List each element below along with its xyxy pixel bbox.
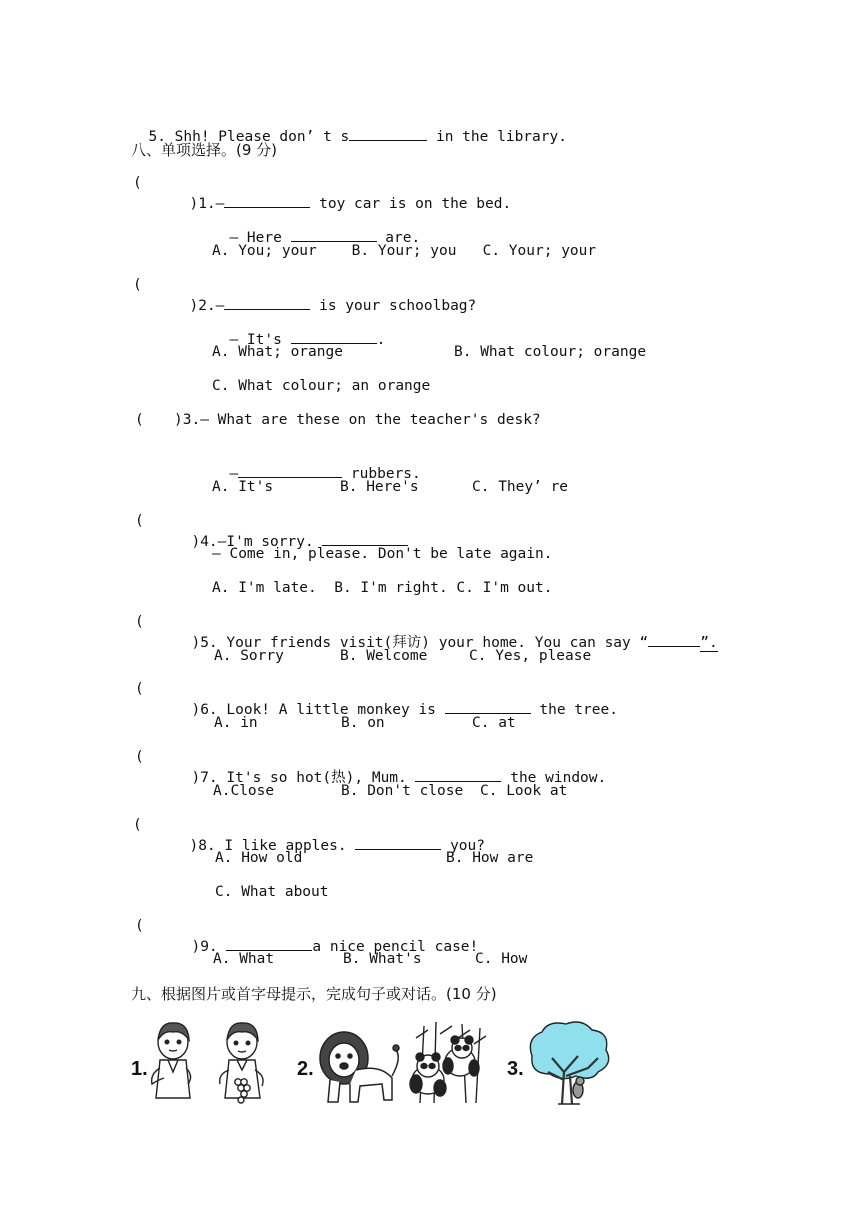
picture-label-2: 2. [297,1058,314,1080]
question-4-options: A. I'm late. B. I'm right. C. I'm out. [212,580,553,596]
question-5-option-b: B. Welcome [340,648,428,664]
question-6-option-a: A. in [214,715,258,731]
question-3-option-c: C. They’ re [472,479,569,495]
question-3-option-a: A. It's [212,479,274,495]
question-9-option-b: B. What's [343,951,422,967]
answer-paren[interactable]: ( [135,412,144,428]
girl-illustration-1 [152,1023,191,1098]
question-7-option-a: A.Close [213,783,275,799]
question-5-option-a: A. Sorry [214,648,284,664]
question-3-option-b: B. Here's [340,479,419,495]
answer-blank[interactable] [238,463,342,478]
answer-blank[interactable] [648,632,700,647]
answer-paren[interactable]: ( [135,614,144,630]
lion-illustration [320,1032,399,1102]
question-9-option-c: C. How [475,951,528,967]
question-8-option-c: C. What about [215,884,329,900]
question-5: )5. Your friends visit(拜访) your home. You can say “ ”. [174,612,718,653]
question-5-option-c: C. Yes, please [469,648,592,664]
pandas-illustration [410,1022,486,1103]
answer-paren[interactable]: ( [133,817,142,833]
question-9-option-a: A. What [213,951,275,967]
question-4-reply: — Come in, please. Don't be late again. [212,546,553,562]
question-8-option-a: A. How old [215,850,303,866]
question-2-option-c: C. What colour; an orange [212,378,431,394]
answer-blank[interactable] [415,767,501,782]
picture-prompts [0,1018,860,1118]
answer-blank[interactable] [291,227,377,242]
answer-paren[interactable]: ( [135,513,144,529]
girl-with-grapes-illustration [220,1023,263,1103]
question-2-reply: — It's . [212,309,385,350]
answer-paren[interactable]: ( [133,277,142,293]
question-2-option-a: A. What; orange [212,344,343,360]
answer-blank[interactable] [224,295,310,310]
question-3: )3.— What are these on the teacher's desk? [174,412,541,428]
answer-paren[interactable]: ( [135,749,144,765]
question-1-reply: — Here are. [212,207,420,248]
question-3-reply: — rubbers. [212,443,421,484]
picture-label-3: 3. [507,1058,524,1080]
question-2-option-b: B. What colour; orange [454,344,647,360]
question-8-option-b: B. How are [446,850,534,866]
answer-blank[interactable] [355,835,441,850]
question-7-option-b: B. Don't close [341,783,464,799]
question-7: )7. It's so hot(热), Mum. the window. [174,747,606,788]
question-6: )6. Look! A little monkey is the tree. [174,679,618,720]
answer-paren[interactable]: ( [135,681,144,697]
question-6-option-c: C. at [472,715,516,731]
picture-label-1: 1. [131,1058,148,1080]
answer-blank[interactable] [445,699,531,714]
question-7-option-c: C. Look at [480,783,568,799]
section-9-title: 九、根据图片或首字母提示，完成句子或对话。(10 分) [131,985,497,1003]
answer-paren[interactable]: ( [135,918,144,934]
answer-blank[interactable] [349,126,427,141]
answer-blank[interactable] [224,193,310,208]
fill-item-5: 5. Shh! Please don’ t s in the library. [131,106,567,147]
tree-illustration [530,1022,608,1104]
section-8-title: 八、单项选择。(9 分) [131,141,278,159]
answer-paren[interactable]: ( [133,175,142,191]
question-2: )2.— is your schoolbag? [172,275,476,316]
question-1: )1.— toy car is on the bed. [172,173,511,214]
question-1-options: A. You; your B. Your; you C. Your; your [212,243,597,259]
question-6-option-b: B. on [341,715,385,731]
question-9: )9. a nice pencil case! [174,916,478,957]
question-8: )8. I like apples. you? [172,815,485,856]
question-4: )4.—I'm sorry. [174,511,408,552]
